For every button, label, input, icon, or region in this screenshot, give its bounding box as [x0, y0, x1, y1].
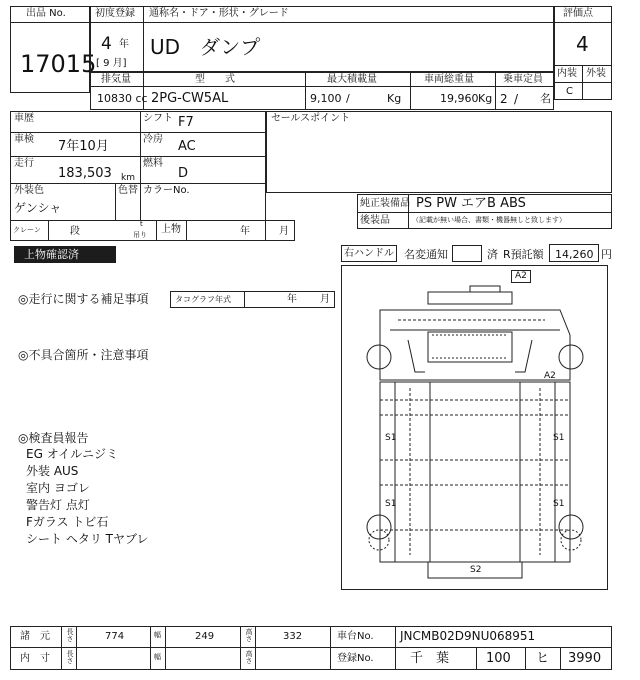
gross-weight-unit: Kg	[478, 92, 493, 105]
registration-kana: ヒ	[536, 651, 550, 666]
model-value: 2PG-CW5AL	[151, 91, 229, 106]
damage-mark-right-s1: S1	[553, 433, 565, 443]
gross-weight-label: 車両総重量	[424, 74, 474, 85]
inspection-value: 7年10月	[58, 139, 109, 154]
truck-diagram-frame	[341, 265, 608, 590]
sales-point-label: セールスポイント	[271, 113, 351, 124]
capacity-label: 乗車定員	[503, 74, 543, 85]
max-load-slash: /	[346, 92, 350, 105]
height-label: 高さ	[245, 628, 253, 642]
reg-year-unit: 年	[119, 39, 129, 50]
r-unit: 円	[601, 248, 612, 261]
damage-mark-rear-s2: S2	[470, 565, 482, 575]
registration-label: 登録No.	[337, 653, 374, 664]
mileage-check: 済	[487, 248, 498, 261]
mileage-unit: km	[121, 173, 135, 183]
fuel-label: 燃料	[143, 158, 163, 169]
color-label: 外装色	[14, 185, 44, 196]
chassis-label: 車台No.	[337, 631, 374, 642]
damage-mark-front-a2: A2	[511, 270, 531, 283]
displacement-label: 排気量	[101, 74, 131, 85]
score-value: 4	[576, 32, 589, 56]
inner-label: 内 寸	[20, 653, 50, 664]
damage-mark-left-s1: S1	[385, 499, 397, 509]
body-label: 上物	[161, 224, 181, 235]
lot-number: 17015	[20, 50, 97, 78]
inspector-line: EG オイルニジミ	[26, 447, 119, 461]
aftermarket-note: （記載が無い場合、書類・機器無しと致します）	[412, 216, 566, 224]
inspector-report-list	[26, 448, 148, 550]
reg-year: 4	[101, 34, 112, 54]
handle-label: 右ハンドル	[344, 248, 394, 259]
section-title-body-confirmed: 上物確認済	[14, 246, 116, 263]
exterior-label: 外装	[586, 68, 606, 79]
chassis-value: JNCMB02D9NU068951	[400, 629, 536, 643]
driving-supplement-title: ◎走行に関する補足事項	[18, 292, 149, 306]
score-label: 評価点	[563, 8, 593, 19]
tachograph-label: タコグラフ年式	[175, 295, 231, 304]
capacity-slash: /	[514, 92, 519, 106]
inner-width-label: 幅	[154, 653, 161, 661]
inspector-line: シート ヘタリ Tヤブレ	[26, 532, 149, 546]
tachograph-month: 月	[320, 294, 330, 305]
crane-stage: 段	[70, 226, 80, 237]
dims-label: 諸 元	[20, 631, 50, 642]
body-month: 月	[279, 226, 289, 237]
reg-month: [ 9 月]	[96, 58, 127, 69]
width-value: 249	[195, 631, 215, 642]
inspector-report-title: ◎検査員報告	[18, 431, 89, 445]
gross-weight-value: 19,960	[440, 92, 479, 105]
mileage-value: 183,503	[58, 166, 112, 181]
aircon-label: 冷房	[143, 134, 163, 145]
interior-label: 内装	[557, 68, 577, 79]
inspector-line: Fガラス トビ石	[26, 515, 109, 529]
max-load-unit: Kg	[387, 92, 402, 105]
displacement-value: 10830 cc	[97, 92, 148, 105]
fuel-value: D	[178, 166, 189, 181]
capacity-unit: 名	[540, 92, 551, 105]
body-year: 年	[240, 226, 250, 237]
name-notice-label: 名変通知	[404, 248, 448, 261]
inspector-line: 外装 AUS	[26, 464, 79, 478]
max-load-label: 最大積載量	[327, 74, 377, 85]
crane-hang: 吊り	[133, 231, 147, 239]
mileage-label: 走行	[14, 158, 34, 169]
inspector-line: 室内 ヨゴレ	[26, 481, 90, 495]
equipment-value: PS PW エアB ABS	[416, 196, 526, 211]
crane-label: クレーン	[13, 226, 41, 234]
registration-region: 千 葉	[410, 651, 450, 666]
vehicle-name-label: 通称名・ドア・形状・グレード	[149, 8, 289, 19]
tachograph-year: 年	[287, 294, 297, 305]
length-label: 長さ	[66, 628, 74, 642]
damage-mark-left-s1: S1	[385, 433, 397, 443]
inner-height-label: 高さ	[245, 650, 253, 664]
registration-class: 100	[486, 651, 511, 666]
height-value: 332	[283, 631, 303, 642]
inspection-label: 車検	[14, 134, 34, 145]
inspector-line: 警告灯 点灯	[26, 498, 90, 512]
vehicle-name: UD ダンプ	[150, 35, 261, 59]
aftermarket-label: 後装品	[360, 215, 390, 226]
registration-number: 3990	[568, 651, 602, 666]
history-label: 車歴	[14, 113, 34, 124]
capacity-value: 2	[500, 92, 508, 106]
width-label: 幅	[154, 631, 161, 639]
first-reg-label: 初度登録	[95, 8, 135, 19]
aircon-value: AC	[178, 139, 196, 154]
crane-row	[10, 220, 295, 241]
interior-value: C	[566, 86, 573, 97]
model-label: 型 式	[195, 74, 235, 85]
damage-mark-right-s1: S1	[553, 499, 565, 509]
max-load-value: 9,100	[310, 92, 342, 105]
r-value: 14,260	[555, 248, 594, 261]
r-label: R預託額	[503, 248, 544, 261]
crane-ton: t	[140, 220, 143, 228]
inner-length-label: 長さ	[66, 650, 74, 664]
shift-label: シフト	[143, 113, 173, 124]
shift-value: F7	[178, 115, 194, 130]
color-value: ゲンシャ	[14, 201, 62, 215]
color-code-label: カラーNo.	[143, 185, 190, 196]
damage-mark-side-a2: A2	[544, 371, 556, 381]
name-notice-box	[452, 245, 482, 262]
defects-title: ◎不具合箇所・注意事項	[18, 348, 149, 362]
equipment-label: 純正装備品	[360, 198, 410, 209]
color-change-label: 色替	[118, 185, 138, 196]
lot-label: 出品 No.	[26, 8, 66, 19]
length-value: 774	[105, 631, 125, 642]
